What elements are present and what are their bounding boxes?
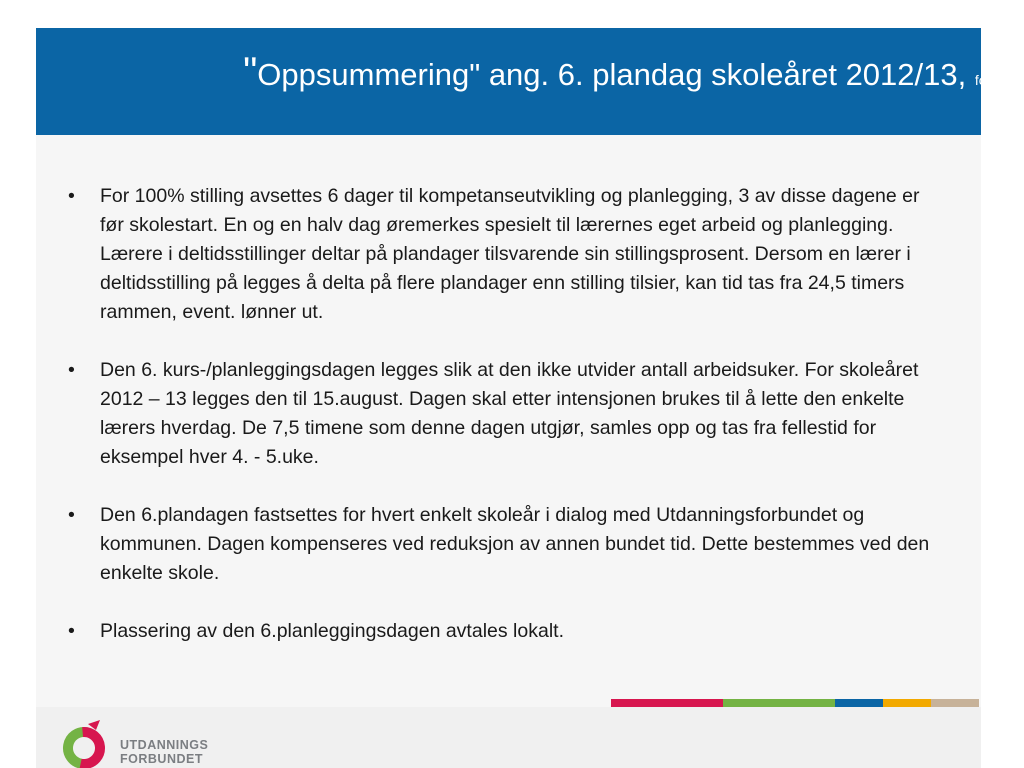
strip-segment-green bbox=[723, 699, 835, 707]
title-quote-mark: " bbox=[243, 50, 258, 94]
strip-segment-blue bbox=[835, 699, 883, 707]
slide-title bbox=[0, 52, 1006, 93]
strip-segment-yellow bbox=[883, 699, 931, 707]
bullet-text: Den 6. kurs-/planleggingsdagen legges slik at den ikke utvider antall arbeidsuker. For skoleåret 2012 – 13 legges den til 15.august. Dagen skal etter intensjonen brukes til å lette den enkelte lærers hverdag. De 7,5 timene som denne dagen utgjør, samles opp og tas fra fellestid for eksempel hver 4. - 5.uke. bbox=[100, 359, 919, 468]
utdanningsforbundet-logo-icon bbox=[54, 714, 114, 768]
logo-line-1: UTDANNINGS bbox=[120, 738, 209, 752]
bullet-dot: • bbox=[68, 185, 75, 207]
bullet-item bbox=[62, 617, 930, 646]
bullet-dot: • bbox=[68, 620, 75, 642]
bullet-dot: • bbox=[68, 504, 75, 526]
logo-wordmark bbox=[120, 738, 208, 766]
color-strip bbox=[611, 699, 979, 707]
bullet-item bbox=[62, 356, 930, 472]
bullet-dot: • bbox=[68, 359, 75, 381]
bullet-list bbox=[62, 182, 930, 675]
bullet-text: For 100% stilling avsettes 6 dager til kompetanseutvikling og planlegging, 3 av disse dagene er før skolestart. En og en halv dag øremerkes spesielt til lærernes eget arbeid og planlegging. Lærere i deltidsstillinger deltar på plandager tilsvarende sin stillingsprosent. Dersom en lærer i deltidsstilling på legges å delta på flere plandager enn stilling tilsier, kan tid tas fra 24,5 timers rammen, event. lønner ut. bbox=[100, 185, 920, 323]
title-suffix: forts. bbox=[974, 72, 1006, 88]
strip-segment-red bbox=[611, 699, 723, 707]
bullet-item bbox=[62, 501, 930, 588]
bullet-item bbox=[62, 182, 930, 327]
title-main-text: Oppsummering" ang. 6. plandag skoleåret 2012/13, bbox=[257, 57, 967, 92]
bullet-text: Den 6.plandagen fastsettes for hvert enkelt skoleår i dialog med Utdanningsforbundet og kommunen. Dagen kompenseres ved reduksjon av annen bundet tid. Dette bestemmes ved den enkelte skole. bbox=[100, 504, 930, 584]
logo-line-2: FORBUNDET bbox=[120, 752, 203, 766]
strip-segment-tan bbox=[931, 699, 979, 707]
bullet-text: Plassering av den 6.planleggingsdagen avtales lokalt. bbox=[100, 620, 564, 642]
